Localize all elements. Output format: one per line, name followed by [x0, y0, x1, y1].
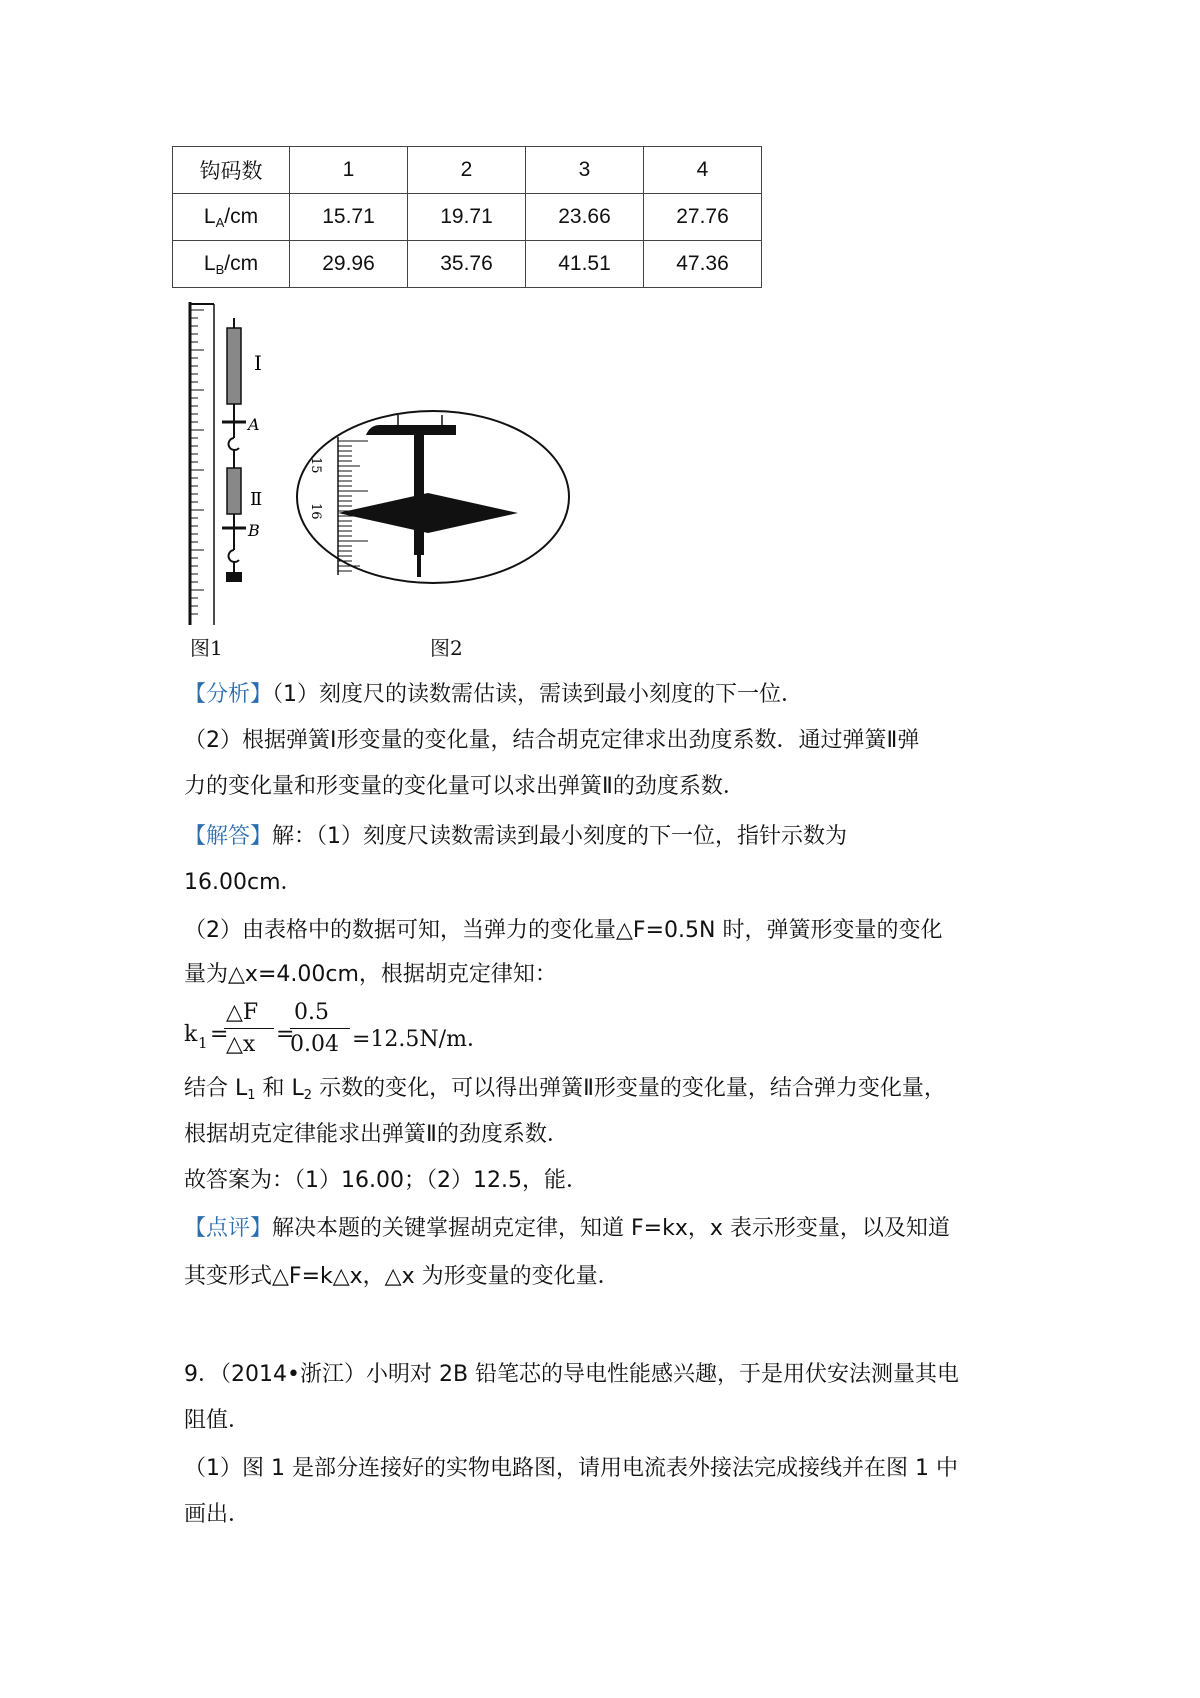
question-9-line-1: 9．（2014•浙江）小明对 2B 铅笔芯的导电性能感兴趣，于是用伏安法测量其电 [184, 1362, 960, 1387]
answer-line-7: 故答案为：（1）16.00；（2）12.5，能． [184, 1168, 588, 1193]
question-9-line-4: 画出． [184, 1502, 251, 1527]
ruler-icon [190, 302, 214, 625]
analysis-line-3: 力的变化量和形变量的变化量可以求出弹簧Ⅱ的劲度系数． [184, 774, 745, 799]
point-a-label: A [248, 415, 260, 434]
point-b-label: B [248, 521, 260, 540]
spring-2-label: Ⅱ [250, 489, 263, 510]
answer-line-1: 【解答】解：（1）刻度尺读数需读到最小刻度的下一位，指针示数为 [184, 824, 848, 849]
table-header-cell: 3 [526, 147, 644, 194]
table-cell: 35.76 [408, 241, 526, 288]
figure-1-caption: 图1 [190, 636, 223, 660]
figure-2-caption: 图2 [430, 636, 463, 660]
table-header-cell: 钩码数 [173, 147, 290, 194]
figure-2-magnified-scale [290, 405, 580, 590]
table-cell: 15.71 [290, 194, 408, 241]
scale-ticks [338, 441, 368, 571]
question-9-line-2: 阻值． [184, 1408, 251, 1433]
figure-1-spring-ruler [180, 300, 280, 630]
scale-label-15: 15 [308, 457, 323, 474]
pointer-icon [338, 415, 518, 577]
answer-line-3: （2）由表格中的数据可知，当弹力的变化量△F=0.5N 时，弹簧形变量的变化 [184, 918, 943, 943]
weight-icon [226, 572, 242, 582]
scale-label-16: 16 [308, 503, 323, 520]
comment-line-1: 【点评】解决本题的关键掌握胡克定律，知道 F=kx，x 表示形变量，以及知道 [184, 1216, 950, 1241]
data-table [172, 146, 762, 288]
spring-2-icon [222, 450, 246, 582]
analysis-tag: 【分析】 [184, 682, 273, 707]
table-cell: 27.76 [644, 194, 762, 241]
row-label: $L_A/cm$ [173, 194, 290, 241]
table-cell: 19.71 [408, 194, 526, 241]
comment-line-2: 其变形式△F=k△x，△x 为形变量的变化量． [184, 1264, 620, 1289]
table-header-cell: 2 [408, 147, 526, 194]
answer-tag: 【解答】 [184, 824, 273, 849]
table-header-cell: 4 [644, 147, 762, 194]
answer-line-4: 量为△x=4.00cm，根据胡克定律知： [184, 962, 557, 987]
answer-line-6: 根据胡克定律能求出弹簧Ⅱ的劲度系数． [184, 1122, 569, 1147]
spring-1-icon [222, 318, 246, 450]
table-row [173, 241, 762, 288]
analysis-line-1: 【分析】（1）刻度尺的读数需估读，需读到最小刻度的下一位． [184, 682, 804, 707]
analysis-line-2: （2）根据弹簧Ⅰ形变量的变化量，结合胡克定律求出劲度系数．通过弹簧Ⅱ弹 [184, 728, 920, 753]
table-row [173, 194, 762, 241]
answer-line-2: 16.00cm． [184, 870, 303, 895]
comment-tag: 【点评】 [184, 1216, 273, 1241]
question-9-line-3: （1）图 1 是部分连接好的实物电路图，请用电流表外接法完成接线并在图 1 中 [184, 1456, 958, 1481]
answer-line-5: 结合 $L_1$ 和 $L_2$ 示数的变化，可以得出弹簧Ⅱ形变量的变化量，结合弹力变化量， [184, 1076, 946, 1103]
table-header-row [173, 147, 762, 194]
spring-1-label: Ⅰ [254, 351, 262, 375]
table-cell: 41.51 [526, 241, 644, 288]
table-cell: 29.96 [290, 241, 408, 288]
table-cell: 23.66 [526, 194, 644, 241]
table-cell: 47.36 [644, 241, 762, 288]
row-label: $L_B/cm$ [173, 241, 290, 288]
table-header-cell: 1 [290, 147, 408, 194]
